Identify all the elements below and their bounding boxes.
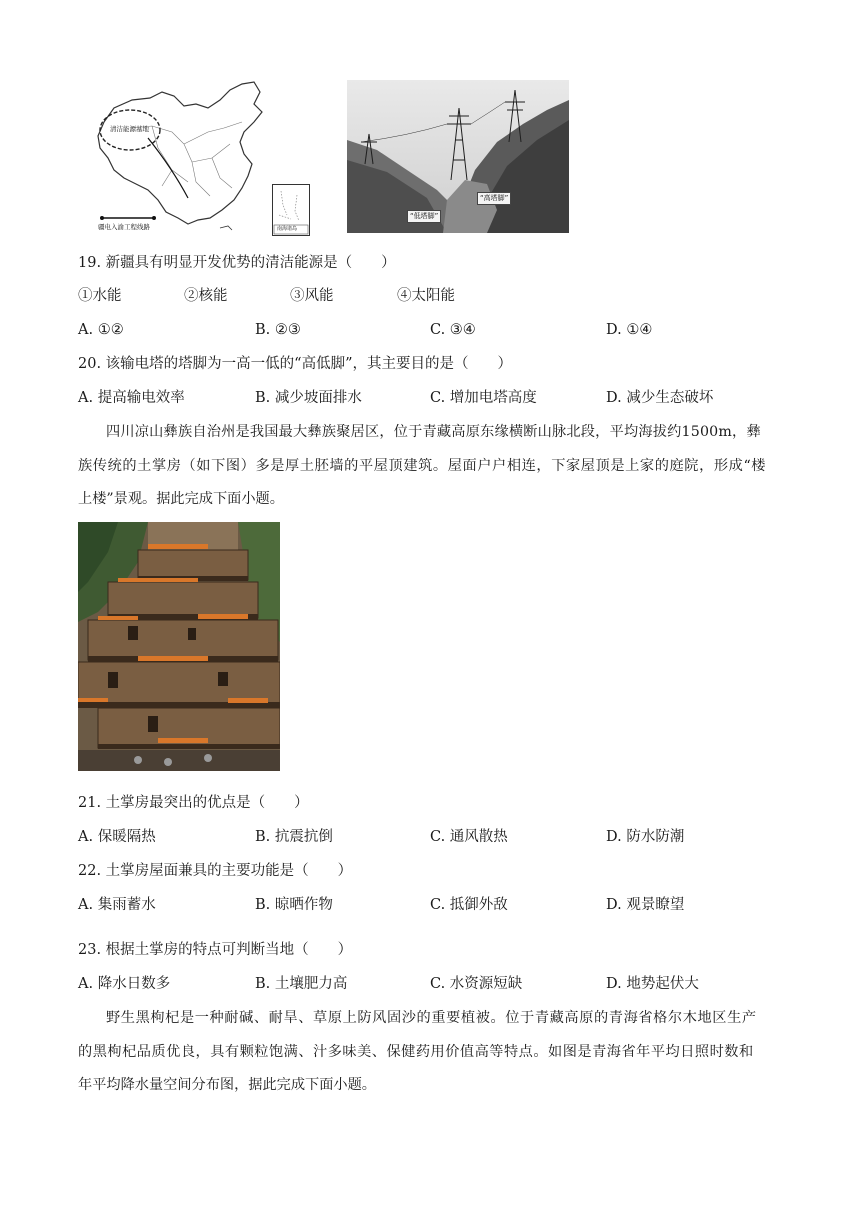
passage3-line1: 野生黑枸杞是一种耐碱、耐旱、草原上防风固沙的重要植被。位于青藏高原的青海省格尔木地区生产 bbox=[106, 1010, 757, 1026]
q20-option-a[interactable]: A. 提高输电效率 bbox=[78, 390, 185, 406]
tower-photo bbox=[347, 80, 569, 233]
q21-option-a[interactable]: A. 保暖隔热 bbox=[78, 829, 156, 845]
q23-option-b[interactable]: B. 土壤肥力高 bbox=[255, 976, 348, 992]
q19-option-b[interactable]: B. ②③ bbox=[255, 322, 301, 338]
q21-option-c[interactable]: C. 通风散热 bbox=[430, 829, 508, 845]
earthen-houses-image bbox=[78, 522, 280, 771]
passage3-line2: 的黑枸杞品质优良，具有颗粒饱满、汁多味美、保健药用价值高等特点。如图是青海省年平均日照时数和 bbox=[78, 1044, 754, 1060]
q22-stem: 22. 土掌房屋面兼具的主要功能是（ ） bbox=[78, 863, 353, 879]
q22-option-c[interactable]: C. 抵御外敌 bbox=[430, 897, 508, 913]
q19-option-d[interactable]: D. ①④ bbox=[606, 322, 653, 338]
inset-label: 南海诸岛 bbox=[277, 226, 298, 232]
passage3-line3: 年平均降水量空间分布图，据此完成下面小题。 bbox=[78, 1077, 376, 1093]
q20-option-c[interactable]: C. 增加电塔高度 bbox=[430, 390, 537, 406]
q19-option-c[interactable]: C. ③④ bbox=[430, 322, 476, 338]
q19-item-2: ②核能 bbox=[184, 288, 228, 304]
passage2-line2: 族传统的土掌房（如下图）多是厚土胚墙的平屋顶建筑。屋面户户相连，下家屋顶是上家的庭院，形成“楼 bbox=[78, 458, 767, 474]
q19-item-3: ③风能 bbox=[290, 288, 334, 304]
q22-option-a[interactable]: A. 集雨蓄水 bbox=[78, 897, 156, 913]
q19-item-4: ④太阳能 bbox=[397, 288, 455, 304]
q20-option-b[interactable]: B. 减少坡面排水 bbox=[255, 390, 362, 406]
q19-item-1: ①水能 bbox=[78, 288, 122, 304]
map-region-label: 清洁能源基地 bbox=[110, 125, 149, 133]
low-foot-label: “低塔脚” bbox=[407, 210, 441, 223]
q23-option-a[interactable]: A. 降水日数多 bbox=[78, 976, 171, 992]
q21-option-d[interactable]: D. 防水防潮 bbox=[606, 829, 685, 845]
q23-option-d[interactable]: D. 地势起伏大 bbox=[606, 976, 699, 992]
tower-photo-image bbox=[347, 80, 569, 233]
q23-option-c[interactable]: C. 水资源短缺 bbox=[430, 976, 523, 992]
q19-stem: 19. 新疆具有明显开发优势的清洁能源是（ ） bbox=[78, 255, 396, 271]
passage2-line1: 四川凉山彝族自治州是我国最大彝族聚居区，位于青藏高原东缘横断山脉北段，平均海拔约1500m，彝 bbox=[106, 424, 761, 440]
earthen-houses-photo bbox=[78, 522, 280, 771]
q22-option-d[interactable]: D. 观景瞭望 bbox=[606, 897, 685, 913]
china-map-outline bbox=[92, 78, 270, 234]
q19-option-a[interactable]: A. ①② bbox=[78, 322, 124, 338]
map-legend-label: 疆电入渝工程线路 bbox=[98, 223, 150, 231]
q23-stem: 23. 根据土掌房的特点可判断当地（ ） bbox=[78, 942, 353, 958]
q20-option-d[interactable]: D. 减少生态破坏 bbox=[606, 390, 714, 406]
high-foot-label: “高塔脚” bbox=[477, 192, 511, 205]
q21-stem: 21. 土掌房最突出的优点是（ ） bbox=[78, 795, 309, 811]
q22-option-b[interactable]: B. 晾晒作物 bbox=[255, 897, 333, 913]
map-inset bbox=[272, 184, 310, 236]
china-map-figure bbox=[92, 78, 270, 234]
q20-stem: 20. 该输电塔的塔脚为一高一低的“高低脚”，其主要目的是（ ） bbox=[78, 356, 512, 372]
q21-option-b[interactable]: B. 抗震抗倒 bbox=[255, 829, 333, 845]
passage2-line3: 上楼”景观。据此完成下面小题。 bbox=[78, 491, 284, 507]
